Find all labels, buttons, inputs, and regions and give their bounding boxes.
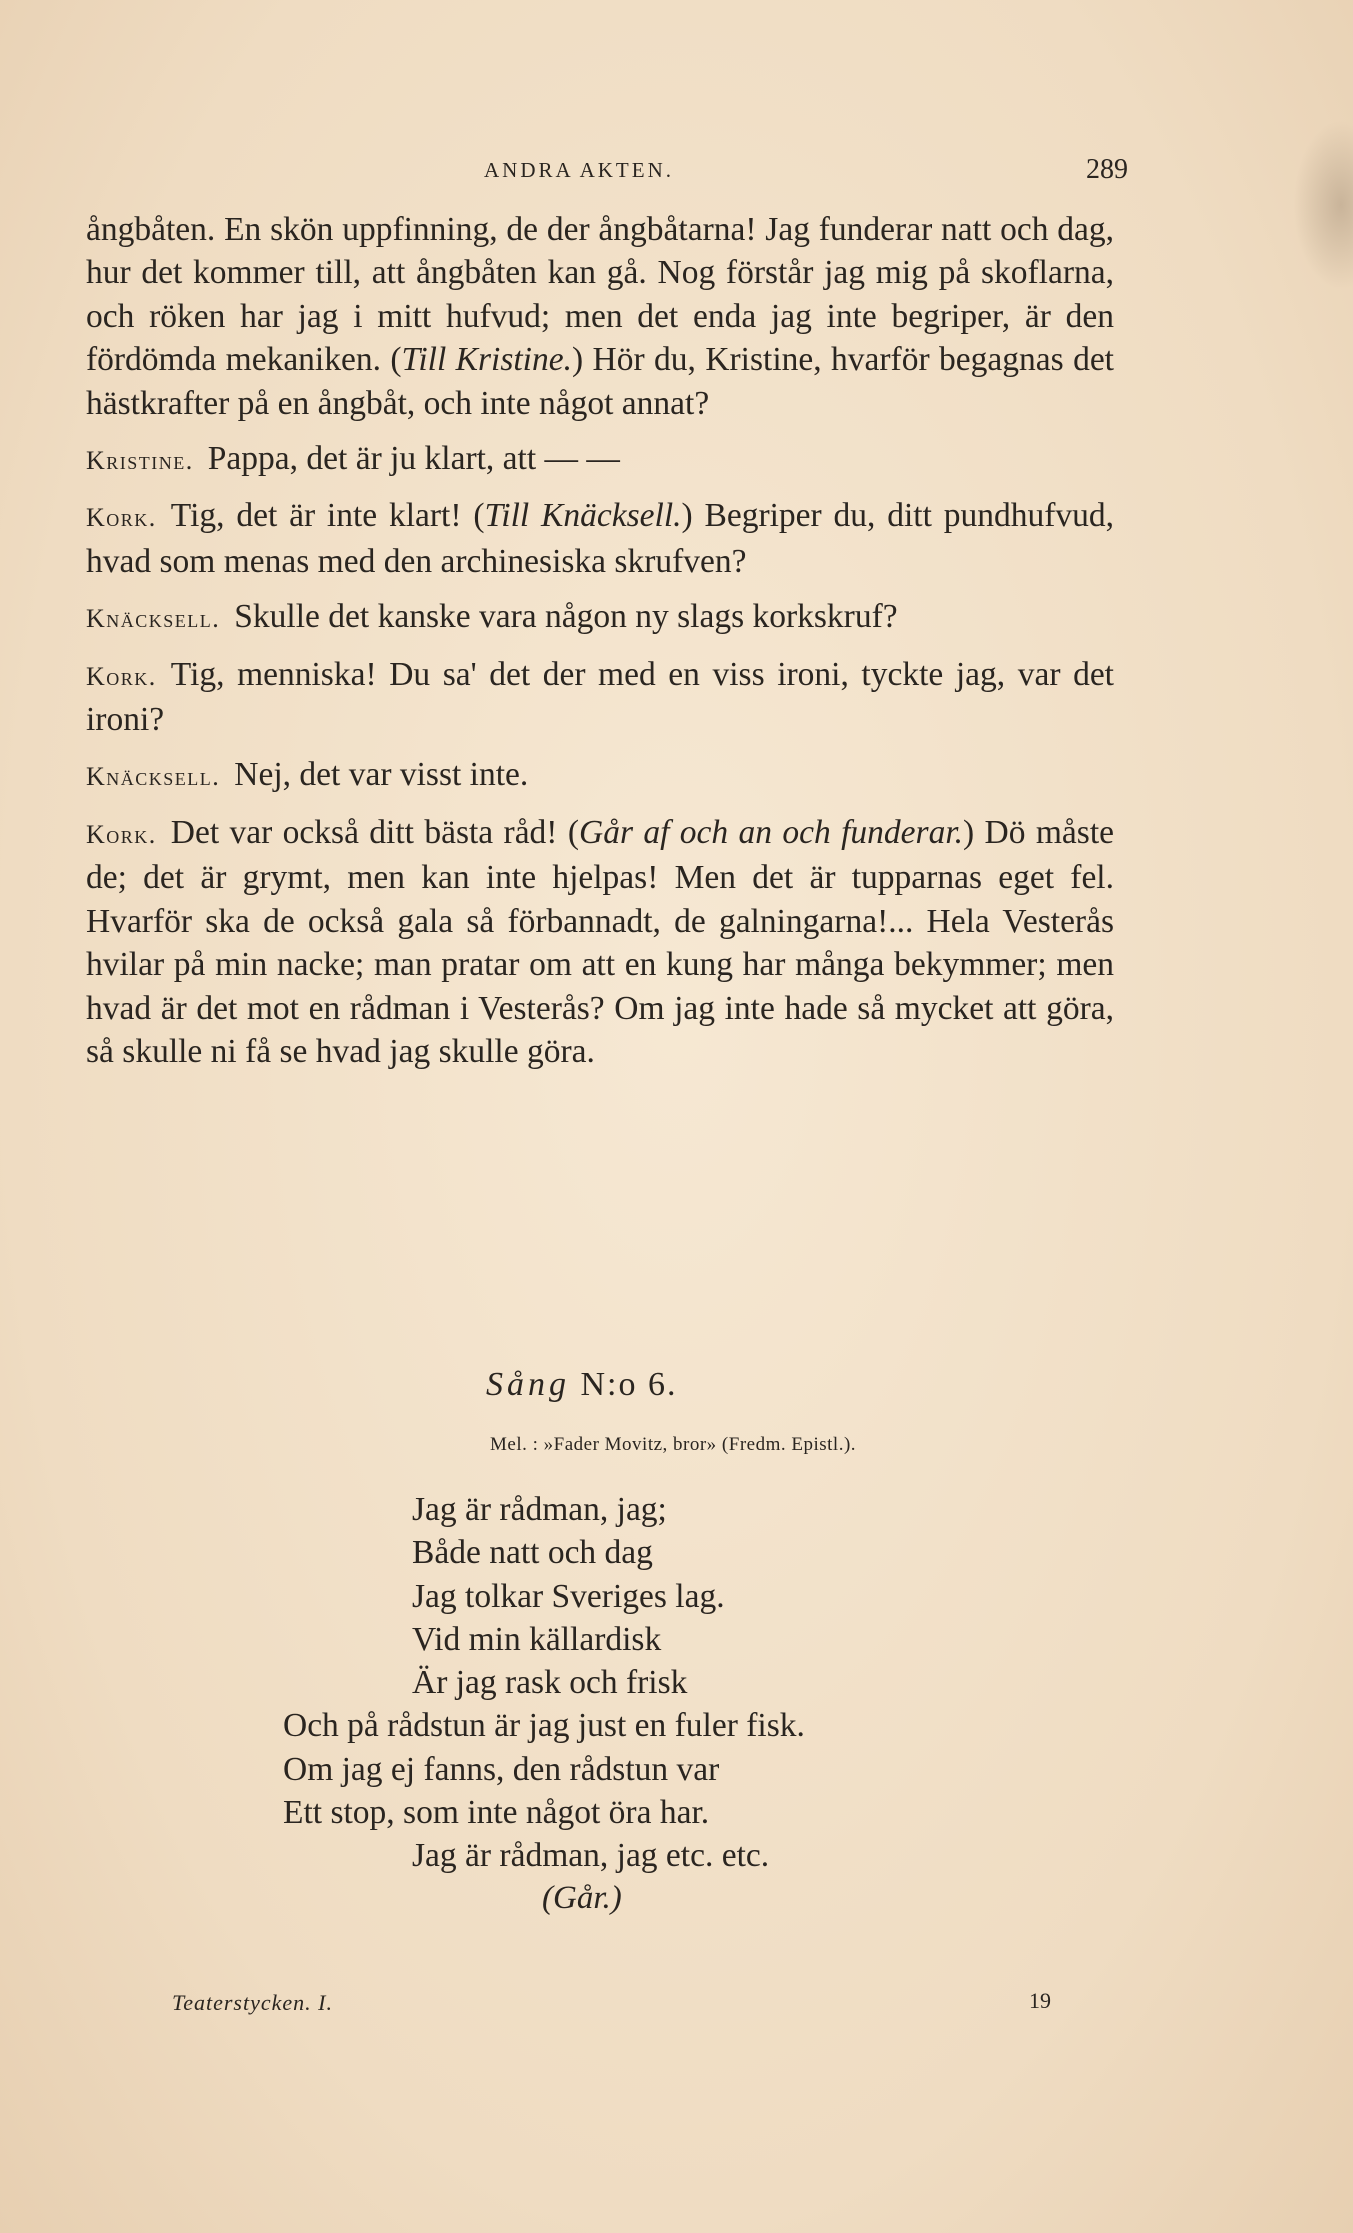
- speaker-name: Kork.: [86, 661, 157, 691]
- paragraph-knacksell: [86, 753, 1114, 798]
- verse-line: [0, 1531, 1353, 1574]
- verse-line: [0, 1834, 1353, 1877]
- song-verse: [0, 1488, 1353, 1878]
- verse-line-text: Om jag ej fanns, den rådstun var: [283, 1750, 720, 1788]
- verse-line-text: Jag tolkar Sveriges lag.: [412, 1577, 725, 1615]
- verse-line: [0, 1748, 1353, 1791]
- verse-line-text: Är jag rask och frisk: [412, 1664, 688, 1702]
- text-run: Tig, det är inte klart! (: [170, 497, 485, 535]
- paragraph-kork: [86, 653, 1114, 742]
- paragraph-knacksell: [86, 595, 1114, 640]
- text-run: ) Begriper du, ditt pundhufvud, hvad som menas med den archinesiska skrufven?: [86, 497, 1115, 580]
- text-run: ) Dö måste de; det är grymt, men kan inte hjelpas! Men det är tupparnas eget fel. Hvarför ska de också gala så förbannadt, de galningarna!... Hela Vesterås hvilar på min nacke; man pratar om att en kung har många bekymmer; men hvad är det mot en rådman i Vesterås? Om jag inte hade så mycket att göra, så skulle ni få se hvad jag skulle göra.: [86, 813, 1115, 1070]
- page-number: 289: [1086, 154, 1128, 185]
- verse-line: [0, 1488, 1353, 1531]
- speaker-name: Kork.: [86, 819, 157, 849]
- stage-direction-exit: (Går.): [542, 1880, 622, 1916]
- speaker-name: Kork.: [86, 503, 157, 533]
- song-title-number: N:o 6.: [580, 1366, 678, 1403]
- verse-line-text: Jag är rådman, jag etc. etc.: [412, 1837, 770, 1875]
- stage-direction: Till Kristine.: [401, 341, 572, 379]
- verse-line-text: Vid min källardisk: [412, 1620, 662, 1658]
- verse-line-text: Ett stop, som inte något öra har.: [283, 1794, 710, 1832]
- verse-line: [0, 1791, 1353, 1834]
- text-run: Det var också ditt bästa råd! (: [170, 813, 579, 851]
- verse-line: [0, 1618, 1353, 1661]
- text-run: Tig, menniska! Du sa' det der med en viss ironi, tyckte jag, var det ironi?: [86, 655, 1114, 739]
- stage-direction: Går af och an och funderar.: [579, 813, 964, 851]
- verse-line-text: Jag är rådman, jag;: [412, 1491, 667, 1528]
- text-run: ) Hör du, Kristine, hvarför begagnas det hästkrafter på en ångbåt, och inte något annat?: [86, 341, 1114, 422]
- text-run: Skulle det kanske vara någon ny slags korkskruf?: [234, 598, 898, 636]
- text-run: Nej, det var visst inte.: [234, 756, 529, 794]
- verse-line-text: Och på rådstun är jag just en fuler fisk.: [283, 1707, 805, 1745]
- song-title-word: Sång: [486, 1366, 570, 1403]
- verse-line-text: Både natt och dag: [412, 1534, 653, 1572]
- paragraph-kork: [86, 494, 1114, 583]
- song-title: [486, 1366, 678, 1404]
- text-run: Pappa, det är ju klart, att — —: [207, 440, 620, 478]
- verse-line: [0, 1704, 1353, 1747]
- page-stain: [1293, 120, 1353, 290]
- speaker-name: Kristine.: [86, 446, 194, 476]
- verse-line: [0, 1575, 1353, 1618]
- running-head: ANDRA AKTEN.: [484, 158, 675, 182]
- signature-mark: Teaterstycken. I.: [172, 1990, 333, 2015]
- verse-line: [0, 1661, 1353, 1704]
- paragraph-kork: [86, 811, 1114, 1073]
- song-melody: Mel. : »Fader Movitz, bror» (Fredm. Epistl.).: [490, 1434, 857, 1455]
- signature-number: 19: [1029, 1988, 1051, 2013]
- text-run: ångbåten. En skön uppfinning, de der ångbåtarna! Jag funderar natt och dag, hur det kommer till, att ångbåten kan gå. Nog förstår jag mig på skoflarna, och röken har jag i mitt hufvud; men det enda jag inte begriper, är den fördömda mekaniken. (: [86, 211, 1114, 379]
- paragraph-kork-monologue: [86, 208, 1114, 425]
- paragraph-kristine: [86, 437, 1114, 482]
- stage-direction: Till Knäcksell.: [484, 497, 682, 535]
- dialogue-body: [86, 208, 1114, 1073]
- speaker-name: Knäcksell.: [86, 604, 221, 634]
- speaker-name: Knäcksell.: [86, 762, 221, 792]
